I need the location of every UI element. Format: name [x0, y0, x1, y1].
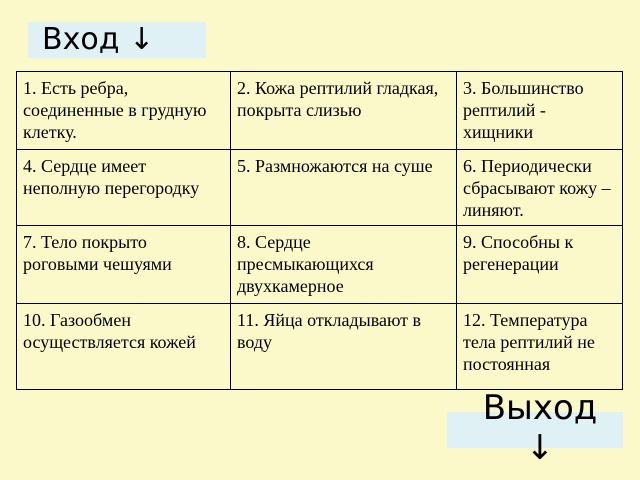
statement-cell-7: 7. Тело покрыто роговыми чешуями — [17, 226, 231, 304]
statement-cell-8: 8. Сердце пресмыкающихся двухкамерное — [231, 226, 457, 304]
statement-cell-3: 3. Большинство рептилий - хищники — [457, 72, 623, 150]
statement-cell-1: 1. Есть ребра, соединенные в грудную клетку. — [17, 72, 231, 150]
statement-cell-11: 11. Яйца откладывают в воду — [231, 304, 457, 390]
statement-cell-4: 4. Сердце имеет неполную перегородку — [17, 150, 231, 226]
exit-label: Выход ↓ — [482, 388, 598, 468]
entry-label: Вход ↓ — [28, 22, 206, 58]
table-row — [17, 304, 623, 390]
table-row — [17, 226, 623, 304]
statement-cell-5: 5. Размножаются на суше — [231, 150, 457, 226]
statement-cell-10: 10. Газообмен осуществляется кожей — [17, 304, 231, 390]
table-row — [17, 150, 623, 226]
statement-cell-9: 9. Способны к регенерации — [457, 226, 623, 304]
statement-cell-6: 6. Периодически сбрасывают кожу – линяют. — [457, 150, 623, 226]
statements-table — [16, 71, 623, 390]
statement-cell-12: 12. Температура тела рептилий не постоянная — [457, 304, 623, 390]
table-row — [17, 72, 623, 150]
statement-cell-2: 2. Кожа рептилий гладкая, покрыта слизью — [231, 72, 457, 150]
